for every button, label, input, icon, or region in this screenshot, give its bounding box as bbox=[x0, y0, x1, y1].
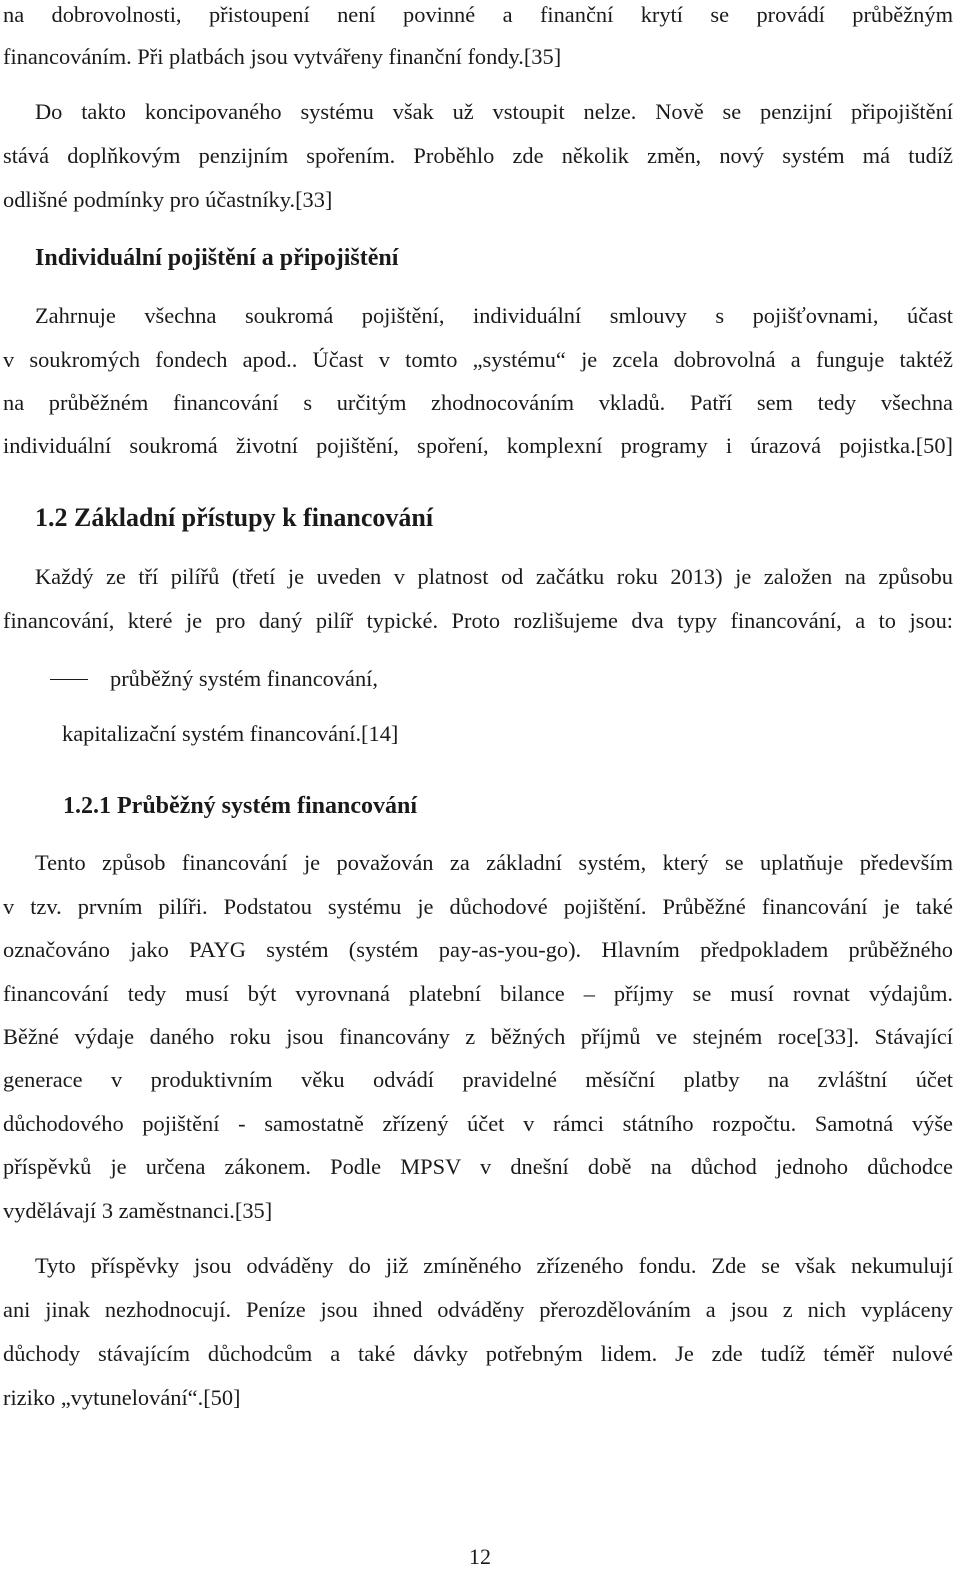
paragraph-line: individuální soukromá životní pojištění, spoření, komplexní programy i úrazová pojistka.[50] bbox=[3, 433, 953, 458]
paragraph-line: Každý ze tří pilířů (třetí je uveden v platnost od začátku roku 2013) je založen na způsobu bbox=[35, 564, 953, 589]
paragraph-line: na průběžném financování s určitým zhodnocováním vkladů. Patří sem tedy všechna bbox=[3, 390, 953, 415]
paragraph-line: na dobrovolnosti, přistoupení není povinné a finanční krytí se provádí průběžným bbox=[3, 2, 953, 27]
paragraph-line: příspěvků je určena zákonem. Podle MPSV v dnešní době na důchod jednoho důchodce bbox=[3, 1154, 953, 1179]
paragraph-line: vydělávají 3 zaměstnanci.[35] bbox=[3, 1198, 273, 1223]
paragraph-line: Běžné výdaje daného roku jsou financovány z běžných příjmů ve stejném roce[33]. Stávající bbox=[3, 1024, 953, 1049]
chapter-heading: 1.2 Základní přístupy k financování bbox=[35, 503, 434, 532]
paragraph-line: v tzv. prvním pilíři. Podstatou systému je důchodové pojištění. Průběžné financování je také bbox=[3, 894, 953, 919]
list-item: průběžný systém financování, bbox=[110, 666, 378, 691]
paragraph-line: důchody stávajícím důchodcům a také dávky potřebným lidem. Je zde tudíž téměř nulové bbox=[3, 1341, 953, 1366]
paragraph-line: v soukromých fondech apod.. Účast v tomto „systému“ je zcela dobrovolná a funguje taktéž bbox=[3, 347, 953, 372]
paragraph-line: Tyto příspěvky jsou odváděny do již zmíněného zřízeného fondu. Zde se však nekumulují bbox=[35, 1253, 953, 1278]
paragraph-line: financování tedy musí být vyrovnaná platební bilance – příjmy se musí rovnat výdajům. bbox=[3, 981, 953, 1006]
page-number: 12 bbox=[469, 1544, 491, 1569]
paragraph-line: generace v produktivním věku odvádí pravidelné měsíční platby na zvláštní účet bbox=[3, 1067, 953, 1092]
subsection-heading: 1.2.1 Průběžný systém financování bbox=[63, 793, 417, 819]
paragraph-line: stává doplňkovým penzijním spořením. Proběhlo zde několik změn, nový systém má tudíž bbox=[3, 143, 953, 168]
paragraph-line: ani jinak nezhodnocují. Peníze jsou ihned odváděny přerozdělováním a jsou z nich vypláceny bbox=[3, 1297, 953, 1322]
paragraph-line: financování, které je pro daný pilíř typické. Proto rozlišujeme dva typy financování, a to jsou: bbox=[3, 608, 953, 633]
paragraph-line: odlišné podmínky pro účastníky.[33] bbox=[3, 187, 333, 212]
section-heading: Individuální pojištění a připojištění bbox=[35, 245, 399, 271]
paragraph-line: Tento způsob financování je považován za základní systém, který se uplatňuje především bbox=[35, 850, 953, 875]
paragraph-line: financováním. Při platbách jsou vytvářeny finanční fondy.[35] bbox=[3, 44, 562, 69]
paragraph-line: Zahrnuje všechna soukromá pojištění, individuální smlouvy s pojišťovnami, účast bbox=[35, 303, 953, 328]
list-dash-icon bbox=[50, 679, 88, 680]
paragraph-line: riziko „vytunelování“.[50] bbox=[3, 1385, 241, 1410]
paragraph-line: Do takto koncipovaného systému však už vstoupit nelze. Nově se penzijní připojištění bbox=[35, 99, 953, 124]
list-item: kapitalizační systém financování.[14] bbox=[62, 721, 399, 746]
paragraph-line: důchodového pojištění - samostatně zřízený účet v rámci státního rozpočtu. Samotná výše bbox=[3, 1111, 953, 1136]
paragraph-line: označováno jako PAYG systém (systém pay-as-you-go). Hlavním předpokladem průběžného bbox=[3, 937, 953, 962]
